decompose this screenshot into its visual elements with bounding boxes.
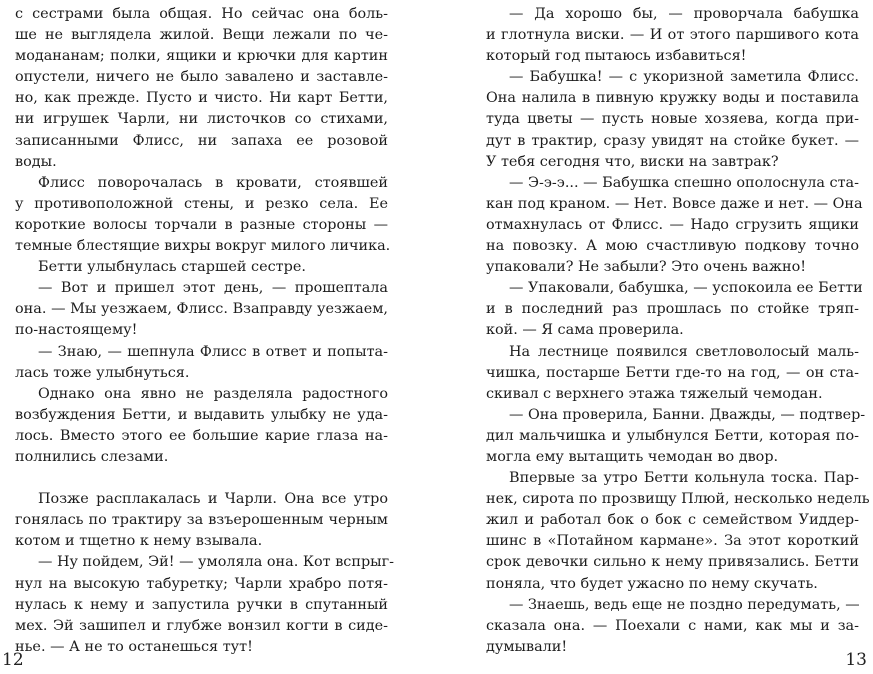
text-line: — Бабушка! — с укоризной заметила Флисс. (509, 69, 859, 86)
text-line: по-настоящему! (15, 322, 138, 339)
text-line: записанными Флисс, ни запаха ее розовой (15, 132, 388, 149)
text-line: упаковали? Не забыли? Это очень важно! (486, 259, 807, 276)
text-line: могла ему вытащить чемодан во двор. (486, 448, 779, 465)
text-line: котом и тщетно к нему взывала. (15, 533, 263, 550)
text-line: и глотнула виски. — И от этого паршивого кота (486, 27, 859, 44)
text-line: дил мальчишка и улыбнулся Бетти, которая по- (486, 427, 859, 444)
text-line: У тебя сегодня что, виски на завтрак? (486, 153, 779, 170)
text-line: короткие волосы торчали в разные стороны — (15, 216, 388, 233)
text-line: — Упаковали, бабушка, — успокоила ее Бетти (509, 280, 863, 297)
text-line: но, как прежде. Пусто и чисто. Ни карт Бетти, (15, 90, 388, 107)
text-line: она. — Мы уезжаем, Флисс. Взаправду уезжаем, (15, 301, 388, 318)
text-line: Позже расплакалась и Чарли. Она все утро (38, 491, 388, 508)
text-line: лась тоже улыбнуться. (15, 364, 190, 381)
text-line (15, 468, 388, 489)
text-line: который год пытаюсь избавиться! (486, 48, 747, 65)
text-line: полнились слезами. (15, 448, 169, 465)
text-line: кан под краном. — Нет. Вовсе даже и нет. — Она (486, 195, 863, 212)
text-line: Впервые за утро Бетти кольнула тоска. Пар- (509, 470, 859, 487)
text-line: туда цветы — пусть новые хозяева, когда при- (486, 111, 859, 128)
text-line: Флисс поворочалась в кровати, стоявшей (38, 174, 388, 191)
text-line: ше не выглядела жилой. Вещи лежали по че- (15, 27, 388, 44)
text-line: нул на высокую табуретку; Чарли храбро потя- (15, 575, 388, 592)
text-line: чишка, постарше Бетти где-то на год, — он ста- (486, 364, 859, 381)
text-line: опустели, ничего не было завалено и заставле- (15, 69, 388, 86)
text-line: срок девочки сильно к нему привязались. Бетти (486, 554, 859, 571)
text-line: нулась к нему и запустила ручки в спутанный (15, 596, 388, 613)
left-page-text (15, 4, 395, 658)
text-line: на повозку. А мою счастливую подкову точно (486, 238, 859, 255)
text-line: поняла, что будет ужасно по нему скучать. (486, 575, 818, 592)
text-line: мех. Эй зашипел и глубже вонзил когти в сиде- (15, 617, 388, 634)
text-line: — Да хорошо бы, — проворчала бабушка (509, 6, 859, 22)
text-line: дут в трактир, сразу увидят на стойке букет. — (486, 132, 859, 149)
text-line: нек, сирота по прозвищу Плюй, несколько недель (486, 491, 870, 508)
text-line: — Она проверила, Банни. Дважды, — подтвер- (509, 406, 866, 423)
text-line: Она налила в пивную кружку воды и поставила (486, 90, 859, 107)
text-line: скивал с верхнего этажа тяжелый чемодан. (486, 385, 823, 402)
text-line: модананам; полки, ящики и крючки для картин (15, 48, 388, 65)
text-line: — Знаю, — шепнула Флисс в ответ и попыта- (38, 343, 388, 360)
left-page-number: 12 (2, 650, 24, 670)
text-line: кой. — Я сама проверила. (486, 322, 684, 339)
text-line: возбуждения Бетти, и выдавить улыбку не уда- (15, 406, 388, 423)
text-line: нье. — А не то останешься тут! (15, 638, 253, 655)
text-line: — Вот и пришел этот день, — прошептала (38, 280, 388, 297)
text-line: ни игрушек Чарли, ни листочков со стихами, (15, 111, 388, 128)
text-line: отмахнулась от Флисс. — Надо сгрузить ящики (486, 216, 859, 233)
text-line: — Ну пойдем, Эй! — умоляла она. Кот вспрыг- (38, 554, 395, 571)
text-line: — Э-э-э... — Бабушка спешно ополоснула ста- (509, 174, 859, 191)
text-line: думывали! (486, 638, 568, 655)
text-line: лось. Вместо этого ее большие карие глаза на- (15, 427, 388, 444)
text-line: гонялась по трактиру за взъерошенным черным (15, 512, 388, 529)
text-line: Однако она явно не разделяла радостного (38, 385, 388, 402)
text-line: с сестрами была общая. Но сейчас она боль- (15, 6, 388, 22)
text-line: воды. (15, 153, 57, 170)
text-line: у противоположной стены, и резко села. Ее (15, 195, 388, 212)
text-line: На лестнице появился светловолосый маль- (509, 343, 859, 360)
text-line: Бетти улыбнулась старшей сестре. (38, 259, 306, 276)
text-line: и в последний раз прошлась по стойке тряп- (486, 301, 859, 318)
text-line: сказала она. — Поехали с нами, как мы и за- (486, 617, 859, 634)
right-page-text (486, 4, 870, 658)
text-line: шинс в «Потайном кармане». За этот короткий (486, 533, 859, 550)
text-line: темные блестящие вихры вокруг милого личика. (15, 238, 391, 255)
text-line: жил и работал бок о бок с семейством Уиддер- (486, 512, 859, 529)
text-line: — Знаешь, ведь еще не поздно передумать, — (509, 596, 860, 613)
right-page-number: 13 (845, 650, 867, 670)
